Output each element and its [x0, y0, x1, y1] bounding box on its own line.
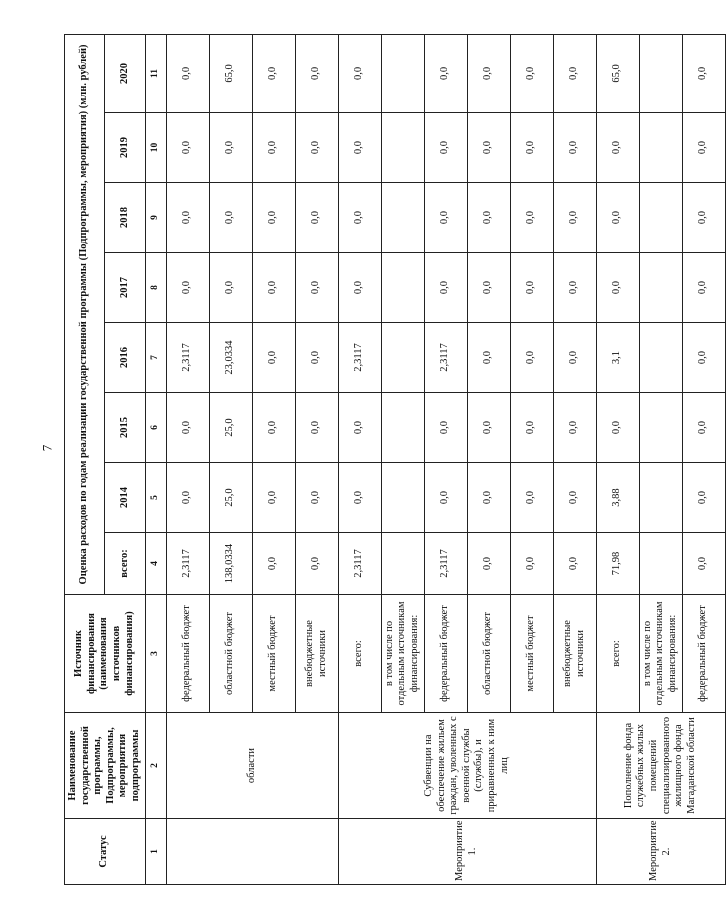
cell-year-value: [381, 463, 424, 533]
cell-year-value: 0,0: [510, 113, 553, 183]
header-estimate: Оценка расходов по годам реализации государственной программы (Подпрограммы, мероприятия) (млн. рублей): [65, 34, 105, 594]
cell-year-value: 0,0: [553, 463, 596, 533]
row-source: областной бюджет: [467, 595, 510, 713]
cell-year-value: 0,0: [295, 463, 338, 533]
row-status: Мероприятие 2.: [596, 819, 725, 885]
cell-year-value: 0,0: [338, 34, 381, 112]
column-number: 11: [145, 34, 166, 112]
cell-year-value: 0,0: [682, 183, 725, 253]
cell-year-value: [639, 253, 682, 323]
cell-year-value: 0,0: [596, 253, 639, 323]
cell-year-value: 0,0: [682, 323, 725, 393]
cell-year-value: 0,0: [166, 393, 209, 463]
row-source: внебюджетные источники: [553, 595, 596, 713]
cell-year-value: 65,0: [596, 34, 639, 112]
column-number: 7: [145, 323, 166, 393]
cell-year-value: 0,0: [510, 34, 553, 112]
cell-year-value: 0,0: [467, 323, 510, 393]
cell-year-value: 0,0: [467, 183, 510, 253]
cell-total: [639, 533, 682, 595]
row-source: всего:: [338, 595, 381, 713]
cell-year-value: 2,3117: [424, 323, 467, 393]
cell-year-value: 0,0: [553, 183, 596, 253]
cell-year-value: 0,0: [467, 393, 510, 463]
cell-year-value: 0,0: [252, 463, 295, 533]
header-name: Наименование государственной программы, Подпрограммы, мероприятия подпрограммы: [65, 713, 146, 819]
cell-year-value: 0,0: [166, 463, 209, 533]
cell-year-value: 0,0: [166, 34, 209, 112]
row-name: Пополнение фонда служебных жилых помещений специализированного жилищного фонда Магаданской области: [596, 713, 725, 819]
cell-year-value: 0,0: [295, 113, 338, 183]
row-source: федеральный бюджет: [424, 595, 467, 713]
header-year: 2014: [105, 463, 145, 533]
column-number: 1: [145, 819, 166, 885]
row-source: всего:: [596, 595, 639, 713]
cell-year-value: [381, 323, 424, 393]
cell-total: 0,0: [252, 533, 295, 595]
cell-year-value: 0,0: [596, 393, 639, 463]
header-year: 2015: [105, 393, 145, 463]
header-year: 2018: [105, 183, 145, 253]
cell-year-value: 25,0: [209, 463, 252, 533]
cell-year-value: 0,0: [682, 34, 725, 112]
cell-year-value: 0,0: [424, 253, 467, 323]
cell-year-value: [381, 34, 424, 112]
cell-year-value: 0,0: [467, 463, 510, 533]
cell-year-value: 0,0: [166, 113, 209, 183]
column-number: 5: [145, 463, 166, 533]
header-total: всего:: [105, 533, 145, 595]
cell-year-value: [639, 393, 682, 463]
row-source: местный бюджет: [510, 595, 553, 713]
cell-year-value: 0,0: [252, 183, 295, 253]
cell-year-value: [639, 463, 682, 533]
cell-year-value: 0,0: [295, 323, 338, 393]
cell-year-value: 65,0: [209, 34, 252, 112]
table-row: [338, 34, 381, 884]
cell-year-value: 0,0: [553, 393, 596, 463]
cell-year-value: 0,0: [209, 183, 252, 253]
cell-year-value: [639, 113, 682, 183]
cell-year-value: 0,0: [682, 463, 725, 533]
cell-total: 2,3117: [166, 533, 209, 595]
row-name: области: [166, 713, 338, 819]
financing-table: [64, 34, 726, 885]
row-status: Мероприятие 1.: [338, 819, 596, 885]
cell-year-value: 0,0: [209, 253, 252, 323]
column-number: 3: [145, 595, 166, 713]
cell-year-value: [381, 113, 424, 183]
cell-year-value: 0,0: [510, 393, 553, 463]
cell-year-value: 0,0: [166, 183, 209, 253]
cell-year-value: 0,0: [467, 34, 510, 112]
cell-year-value: 23,0334: [209, 323, 252, 393]
cell-year-value: 0,0: [424, 34, 467, 112]
row-source: федеральный бюджет: [166, 595, 209, 713]
column-number: 4: [145, 533, 166, 595]
header-source: Источник финансирования (наименования источников финансирования): [65, 595, 146, 713]
cell-year-value: 0,0: [338, 393, 381, 463]
cell-year-value: 0,0: [553, 323, 596, 393]
cell-total: 0,0: [510, 533, 553, 595]
row-name: Субвенции на обеспечение жильем граждан, уволенных с военной службы (службы), и приравненных к ним лиц: [338, 713, 596, 819]
row-source: в том числе по отдельным источникам финансирования:: [381, 595, 424, 713]
cell-year-value: 0,0: [424, 113, 467, 183]
row-source: областной бюджет: [209, 595, 252, 713]
cell-year-value: 0,0: [295, 34, 338, 112]
cell-year-value: 3,1: [596, 323, 639, 393]
rotated-table-wrapper: [64, 35, 709, 885]
cell-year-value: 0,0: [252, 113, 295, 183]
cell-total: [381, 533, 424, 595]
cell-year-value: [639, 323, 682, 393]
cell-total: 0,0: [682, 533, 725, 595]
cell-year-value: 0,0: [338, 183, 381, 253]
table-row: [596, 34, 639, 884]
row-source: федеральный бюджет: [682, 595, 725, 713]
cell-year-value: 0,0: [682, 253, 725, 323]
cell-year-value: 0,0: [295, 183, 338, 253]
column-number: 6: [145, 393, 166, 463]
cell-year-value: 0,0: [596, 113, 639, 183]
column-number: 10: [145, 113, 166, 183]
cell-year-value: 0,0: [553, 34, 596, 112]
cell-total: 138,0334: [209, 533, 252, 595]
cell-year-value: 0,0: [338, 113, 381, 183]
row-source: местный бюджет: [252, 595, 295, 713]
cell-year-value: 0,0: [295, 393, 338, 463]
cell-year-value: [381, 253, 424, 323]
cell-year-value: 2,3117: [166, 323, 209, 393]
cell-year-value: 0,0: [510, 463, 553, 533]
cell-year-value: 0,0: [424, 463, 467, 533]
cell-year-value: 0,0: [295, 253, 338, 323]
cell-year-value: 0,0: [252, 323, 295, 393]
cell-total: 2,3117: [338, 533, 381, 595]
cell-year-value: 0,0: [510, 253, 553, 323]
cell-year-value: 0,0: [553, 253, 596, 323]
cell-total: 71,98: [596, 533, 639, 595]
cell-year-value: 0,0: [424, 183, 467, 253]
cell-year-value: 0,0: [338, 463, 381, 533]
cell-year-value: 0,0: [553, 113, 596, 183]
row-source: в том числе по отдельным источникам финансирования:: [639, 595, 682, 713]
header-year: 2017: [105, 253, 145, 323]
cell-year-value: [381, 393, 424, 463]
header-status: Статус: [65, 819, 146, 885]
cell-total: 0,0: [553, 533, 596, 595]
cell-year-value: 0,0: [166, 253, 209, 323]
cell-year-value: 0,0: [252, 393, 295, 463]
cell-year-value: 0,0: [338, 253, 381, 323]
row-source: внебюджетные источники: [295, 595, 338, 713]
cell-year-value: 0,0: [252, 253, 295, 323]
table-row: [166, 34, 209, 884]
header-year: 2019: [105, 113, 145, 183]
cell-year-value: 0,0: [252, 34, 295, 112]
cell-year-value: [639, 183, 682, 253]
cell-total: 0,0: [295, 533, 338, 595]
cell-year-value: 3,88: [596, 463, 639, 533]
cell-year-value: 0,0: [682, 393, 725, 463]
cell-year-value: 25,0: [209, 393, 252, 463]
column-number: 9: [145, 183, 166, 253]
cell-year-value: 0,0: [510, 323, 553, 393]
cell-year-value: 0,0: [467, 113, 510, 183]
page-number: 7: [39, 444, 55, 452]
cell-year-value: 0,0: [467, 253, 510, 323]
header-year: 2016: [105, 323, 145, 393]
header-year: 2020: [105, 34, 145, 112]
cell-year-value: [639, 34, 682, 112]
row-status: [166, 819, 338, 885]
cell-year-value: 0,0: [510, 183, 553, 253]
cell-total: 2,3117: [424, 533, 467, 595]
cell-year-value: 0,0: [209, 113, 252, 183]
cell-year-value: 0,0: [596, 183, 639, 253]
cell-year-value: 0,0: [424, 393, 467, 463]
cell-year-value: 0,0: [682, 113, 725, 183]
cell-year-value: [381, 183, 424, 253]
cell-total: 0,0: [467, 533, 510, 595]
column-number: 2: [145, 713, 166, 819]
cell-year-value: 2,3117: [338, 323, 381, 393]
column-number: 8: [145, 253, 166, 323]
